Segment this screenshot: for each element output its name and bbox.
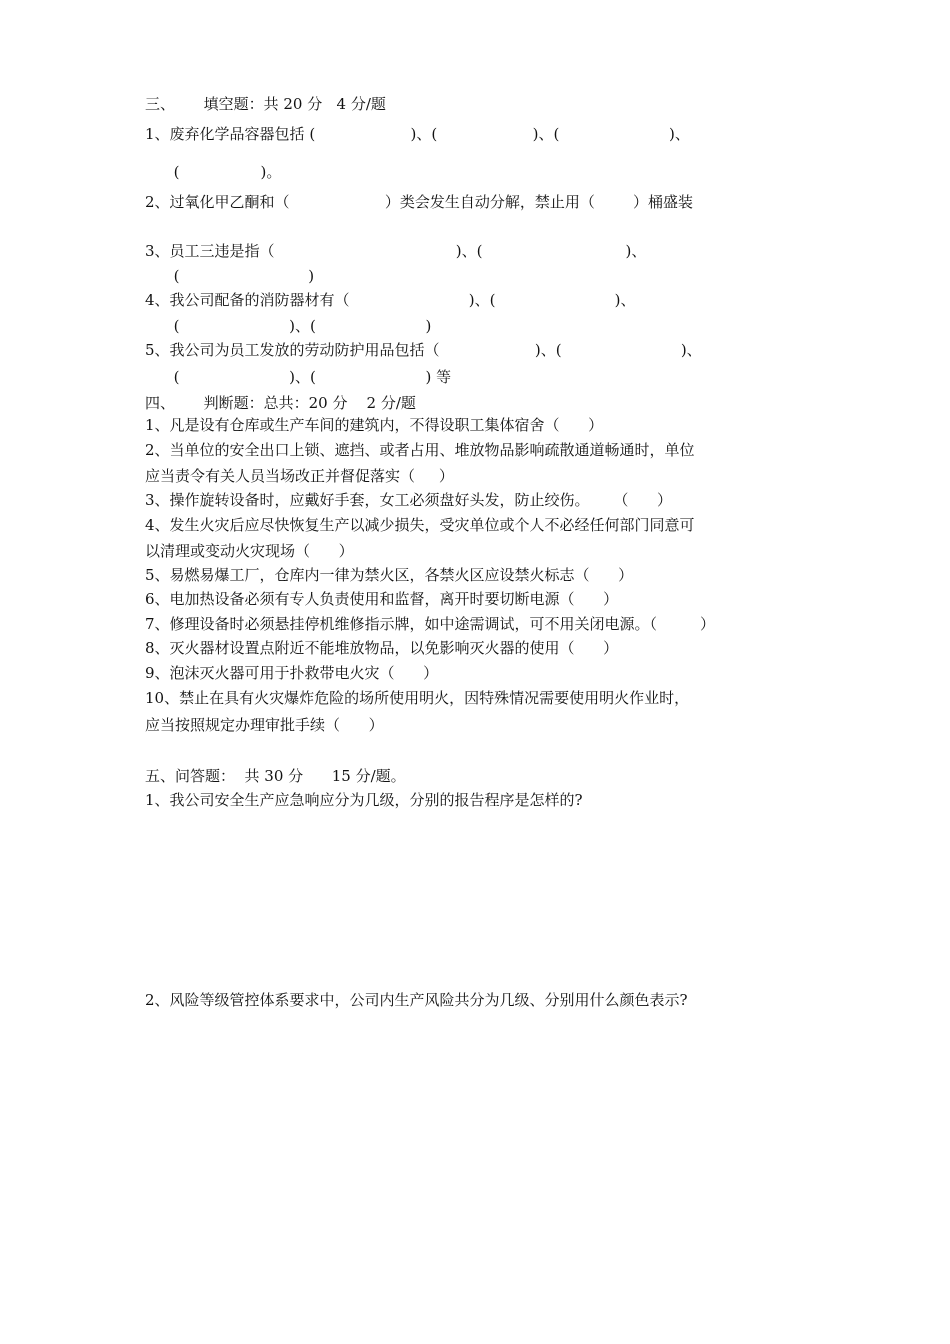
fill-blank-question-4: 4、我公司配备的消防器材有（ )、( )、 bbox=[145, 291, 636, 309]
judge-question-4-cont: 以清理或变动火灾现场（ ） bbox=[145, 542, 354, 560]
judge-question-5: 5、易燃易爆工厂，仓库内一律为禁火区，各禁火区应设禁火标志（ ） bbox=[145, 566, 634, 584]
section-4-heading: 四、 判断题：总共：20 分 2 分/题 bbox=[145, 394, 416, 412]
judge-question-9: 9、泡沫灭火器可用于扑救带电火灾（ ） bbox=[145, 664, 439, 682]
fill-blank-question-5-cont: ( )、( ) 等 bbox=[145, 368, 452, 386]
fill-blank-question-1: 1、废弃化学品容器包括 ( )、( )、( )、 bbox=[145, 125, 690, 143]
fill-blank-question-5: 5、我公司为员工发放的劳动防护用品包括（ )、( )、 bbox=[145, 341, 702, 359]
judge-question-10-cont: 应当按照规定办理审批手续（ ） bbox=[145, 716, 384, 734]
judge-question-2: 2、当单位的安全出口上锁、遮挡、或者占用、堆放物品影响疏散通道畅通时，单位 bbox=[145, 441, 695, 459]
judge-question-2-cont: 应当责令有关人员当场改正并督促落实（ ） bbox=[145, 467, 454, 485]
fill-blank-question-3-cont: ( ) bbox=[145, 267, 315, 285]
fill-blank-question-4-cont: ( )、( ) bbox=[145, 317, 432, 335]
judge-question-1: 1、凡是设有仓库或生产车间的建筑内，不得设职工集体宿舍（ ） bbox=[145, 416, 604, 434]
section-3-heading: 三、 填空题：共 20 分 4 分/题 bbox=[145, 95, 386, 113]
judge-question-3: 3、操作旋转设备时，应戴好手套，女工必须盘好头发，防止绞伤。 （ ） bbox=[145, 491, 672, 509]
judge-question-8: 8、灭火器材设置点附近不能堆放物品，以免影响灭火器的使用（ ） bbox=[145, 639, 619, 657]
fill-blank-question-3: 3、员工三违是指（ )、( )、 bbox=[145, 242, 647, 260]
fill-blank-question-1-cont: ( )。 bbox=[145, 163, 282, 181]
judge-question-7: 7、修理设备时必须悬挂停机维修指示牌，如中途需调试，可不用关闭电源。（ ） bbox=[145, 615, 715, 633]
judge-question-4: 4、发生火灾后应尽快恢复生产以减少损失，受灾单位或个人不必经任何部门同意可 bbox=[145, 516, 695, 534]
essay-question-1: 1、我公司安全生产应急响应分为几级，分别的报告程序是怎样的? bbox=[145, 791, 583, 809]
judge-question-6: 6、电加热设备必须有专人负责使用和监督，离开时要切断电源（ ） bbox=[145, 590, 619, 608]
judge-question-10: 10、禁止在具有火灾爆炸危险的场所使用明火，因特殊情况需要使用明火作业时， bbox=[145, 689, 690, 707]
fill-blank-question-2: 2、过氧化甲乙酮和（ ）类会发生自动分解，禁止用（ ）桶盛装 bbox=[145, 193, 694, 211]
essay-question-2: 2、风险等级管控体系要求中，公司内生产风险共分为几级、分别用什么颜色表示? bbox=[145, 991, 688, 1009]
section-5-heading: 五、问答题： 共 30 分 15 分/题。 bbox=[145, 767, 406, 785]
